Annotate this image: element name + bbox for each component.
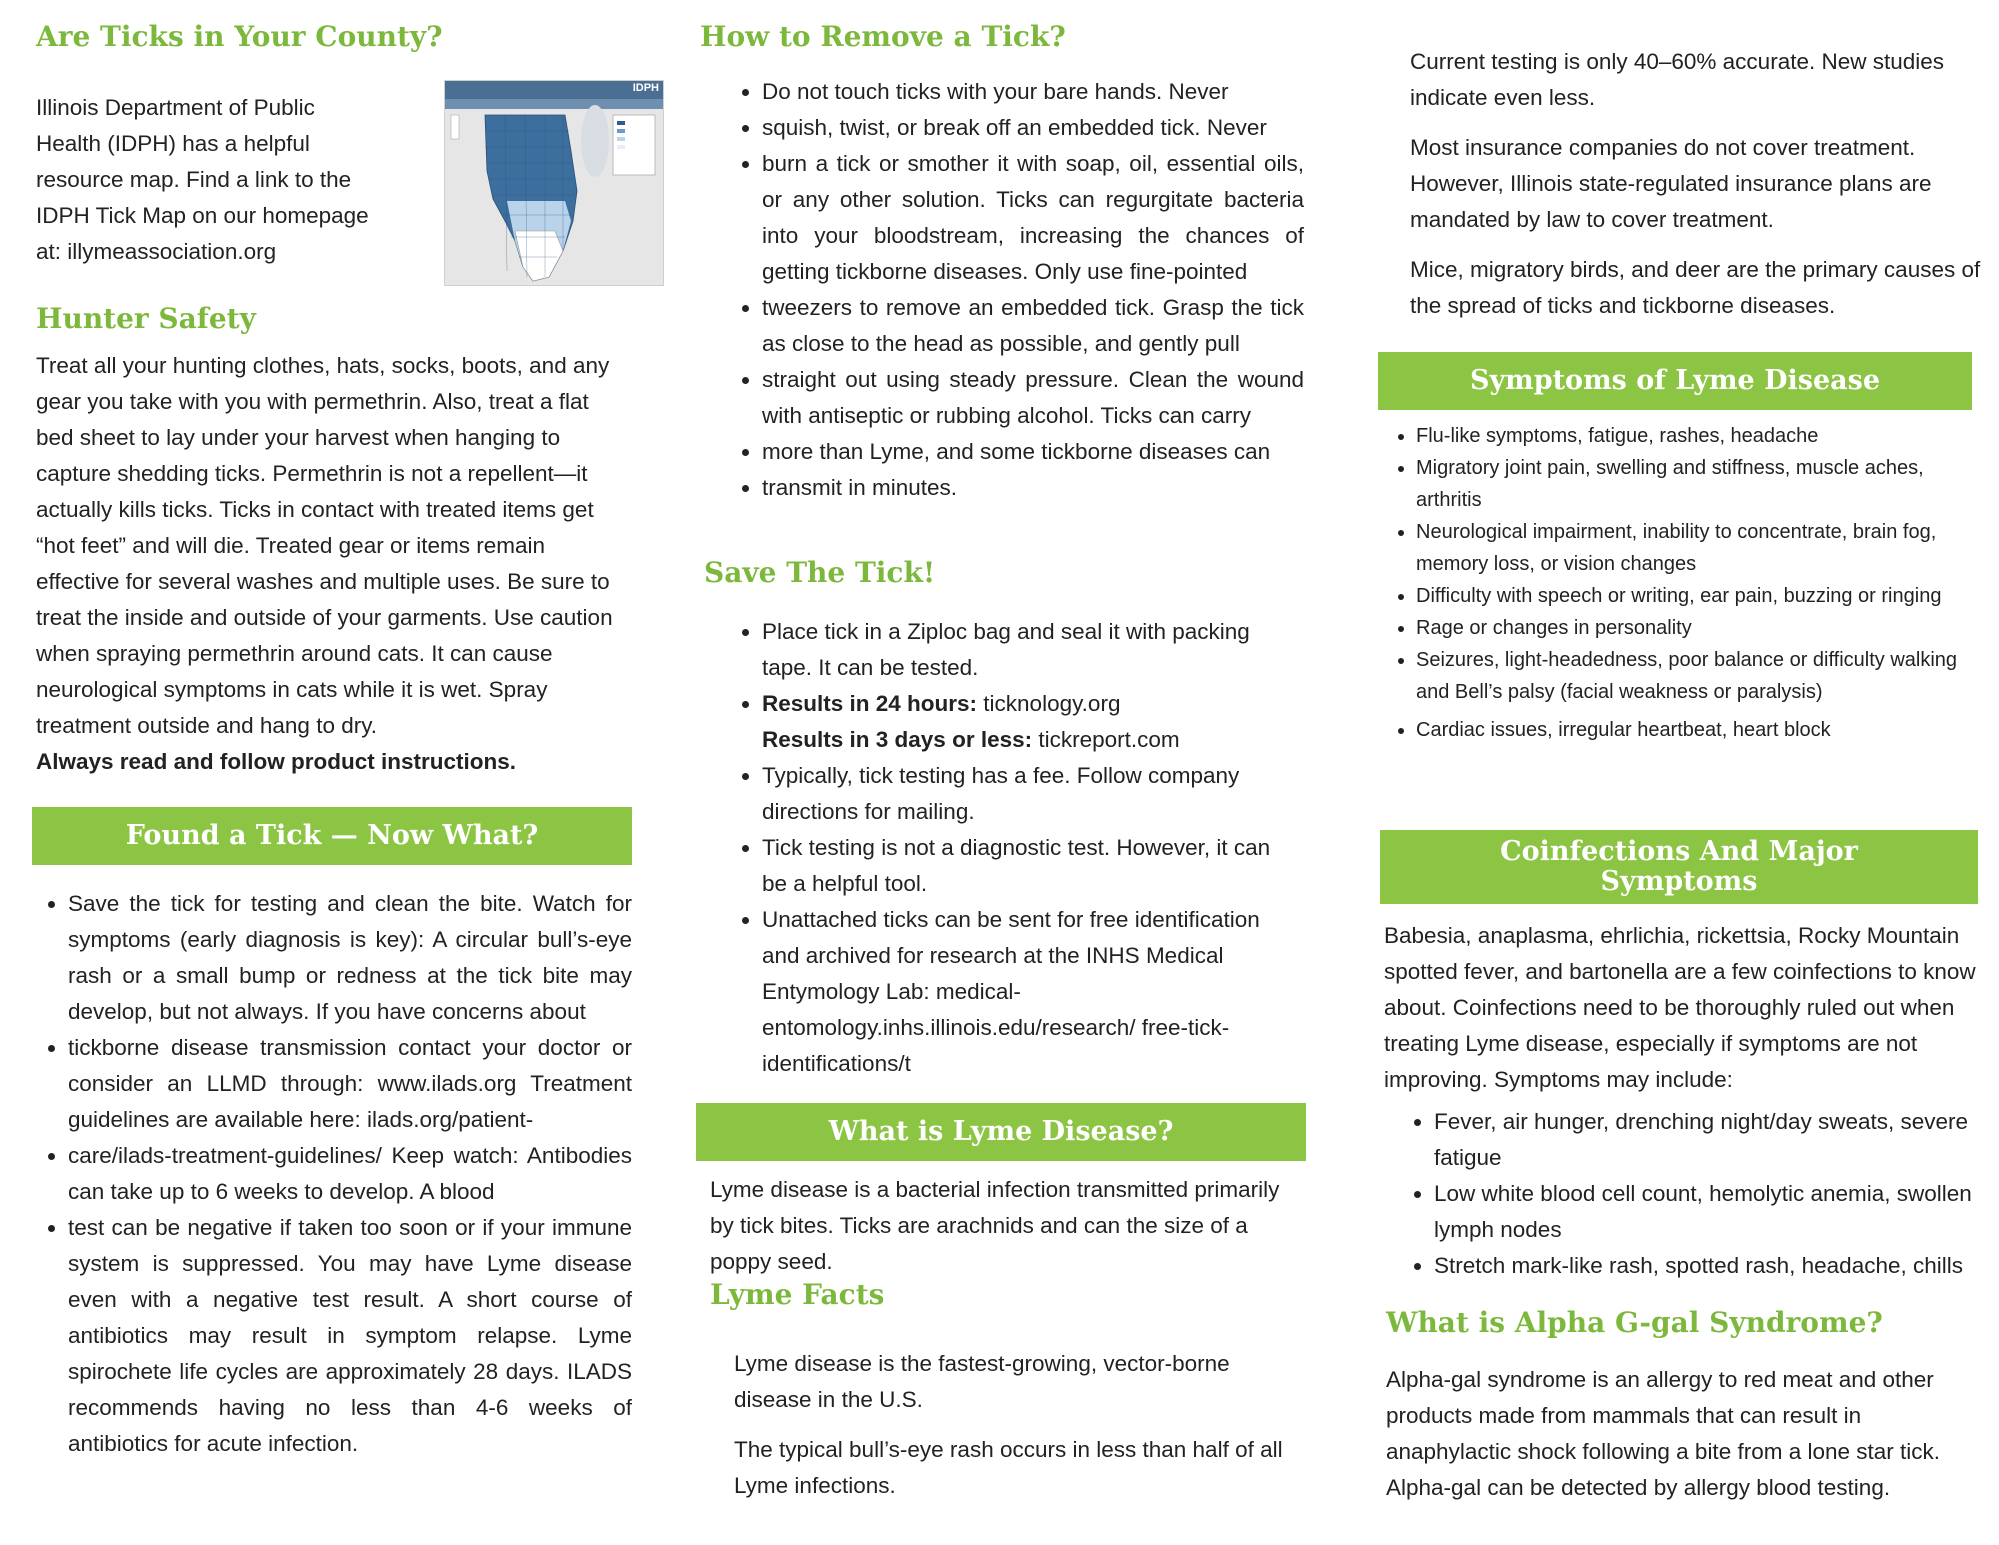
hunter-line: gear you take with you with permethrin. Also, treat a flat [36,389,589,414]
alpha-gal-title: What is Alpha G-gal Syndrome? [1386,1306,1883,1339]
list-item: • Rage or changes in personality [1416,612,1978,644]
lyme-facts-text [734,1346,1294,1504]
found-tick-list-wrap [32,886,632,1462]
hunter-line: capture shedding ticks. Permethrin is not a repellent—it [36,461,588,486]
list-item: • Unattached ticks can be sent for free identification and archived for research at the INHS Medical Entymology Lab: medical-entomology.inhs.illinois.edu/research/ free-tick-identifications/t [762,902,1296,1082]
list-item: • Typically, tick testing has a fee. Follow company directions for mailing. [762,758,1296,830]
county-line: at: illymeassociation.org [36,239,277,264]
remove-title: How to Remove a Tick? [700,20,1066,53]
lyme-facts-title: Lyme Facts [710,1278,885,1311]
column-2 [696,0,1306,1545]
list-item: • Neurological impairment, inability to concentrate, brain fog, memory loss, or vision changes [1416,516,1978,580]
hunter-line: treatment outside and hang to dry. [36,713,378,738]
found-tick-header: Found a Tick — Now What? [32,807,632,865]
hunter-line: “hot feet” and will die. Treated gear or items remain [36,533,545,558]
list-item: • tweezers to remove an embedded tick. Grasp the tick as close to the head as possible, and gently pull [762,290,1304,362]
list-item: • Fever, air hunger, drenching night/day sweats, severe fatigue [1434,1104,1982,1176]
illinois-map-icon [445,81,663,285]
idph-tick-map-image [444,80,664,286]
alpha-gal-text [1386,1362,1982,1506]
hunter-title: Hunter Safety [36,302,256,335]
column-1 [32,0,659,1545]
lyme-disease-body: Lyme disease is a bacterial infection transmitted primarily by tick bites. Ticks are arachnids and can the size of a poppy seed. [710,1177,1280,1274]
list-item: • test can be negative if taken too soon or if your immune system is suppressed. You may have Lyme disease even with a negative test result. A short course of antibiotics may result in symptom relapse. Lyme spirochete life cycles are approximately 28 days. ILADS recommends having no less than 4-6 weeks of antibiotics for acute infection. [68,1210,632,1462]
list-item: • Difficulty with speech or writing, ear pain, buzzing or ringing [1416,580,1978,612]
symptoms-header: Symptoms of Lyme Disease [1378,352,1972,410]
symptoms-list [1378,420,1978,746]
list-item: • Do not touch ticks with your bare hands. Never [762,74,1304,110]
alpha-gal-body: Alpha-gal syndrome is an allergy to red meat and other products made from mammals that can result in anaphylactic shock following a bite from a lone star tick. Alpha-gal can be detected by allergy blood testing. [1386,1367,1941,1500]
list-item: • more than Lyme, and some tickborne diseases can [762,434,1304,470]
coinfections-list [1384,1104,1982,1284]
list-item: • Place tick in a Ziploc bag and seal it with packing tape. It can be tested. [762,614,1296,686]
save-list-wrap [696,614,1296,1082]
county-line: resource map. Find a link to the [36,167,352,192]
lyme-disease-text [710,1172,1306,1280]
insurance-info: Most insurance companies do not cover treatment. However, Illinois state-regulated insurance plans are mandated by law to cover treatment. [1410,135,1932,232]
hunter-line: treat the inside and outside of your garments. Use caution [36,605,613,630]
list-item: • care/ilads-treatment-guidelines/ Keep watch: Antibodies can take up to 6 weeks to develop. A blood [68,1138,632,1210]
symptoms-list-wrap [1378,420,1978,746]
coinfections-title-line2: Symptoms [1600,866,1758,897]
hunter-line: effective for several washes and multiple uses. Be sure to [36,569,610,594]
county-title: Are Ticks in Your County? [36,20,443,53]
coinfections-text [1384,918,1982,1284]
hunter-instructions: Always read and follow product instructions. [36,749,517,774]
list-item: • Migratory joint pain, swelling and stiffness, muscle aches, arthritis [1416,452,1978,516]
hunter-line: when spraying permethrin around cats. It can cause [36,641,553,666]
idph-logo: IDPH [632,82,659,94]
remove-list [696,74,1304,506]
lyme-fact-2: The typical bull’s-eye rash occurs in less than half of all Lyme infections. [734,1437,1283,1498]
coinfections-header [1380,830,1978,904]
list-item: • Cardiac issues, irregular heartbeat, heart block [1416,714,1978,746]
list-item: • Seizures, light-headedness, poor balance or difficulty walking and Bell’s palsy (facial weakness or paralysis) [1416,644,1978,708]
county-line: Health (IDPH) has a helpful [36,131,310,156]
hunter-line: Treat all your hunting clothes, hats, socks, boots, and any [36,353,610,378]
found-tick-list [32,886,632,1462]
spread-causes: Mice, migratory birds, and deer are the primary causes of the spread of ticks and tickborne diseases. [1410,257,1981,318]
list-item: • tickborne disease transmission contact your doctor or consider an LLMD through: www.ilads.org Treatment guidelines are available here: ilads.org/patient- [68,1030,632,1138]
results-24-label: Results in 24 hours: [762,691,978,716]
results-3-label: Results in 3 days or less: [762,727,1033,752]
remove-list-wrap [696,74,1304,506]
lyme-fact-1: Lyme disease is the fastest-growing, vector-borne disease in the U.S. [734,1351,1230,1412]
hunter-line: actually kills ticks. Ticks in contact with treated items get [36,497,594,522]
results-3-value: tickreport.com [1032,727,1180,752]
save-tick-title: Save The Tick! [704,556,936,589]
list-item: • Tick testing is not a diagnostic test. However, it can be a helpful tool. [762,830,1296,902]
hunter-text [36,348,646,780]
list-item [762,686,1296,758]
list-item: • Flu-like symptoms, fatigue, rashes, headache [1416,420,1978,452]
coinfections-body: Babesia, anaplasma, ehrlichia, rickettsia, Rocky Mountain spotted fever, and bartonella are a few coinfections to know about. Coinfections need to be thoroughly ruled out when treating Lyme disease, especially if symptoms are not improving. Symptoms may include: [1384,923,1976,1092]
list-item: • burn a tick or smother it with soap, oil, essential oils, or any other solution. Ticks can regurgitate bacteria into your bloodstream, increasing the chances of getting tickborne diseases. Only use fine-pointed [762,146,1304,290]
county-text [36,90,416,270]
testing-info [1410,44,1982,324]
save-list [696,614,1296,1082]
list-item: • Low white blood cell count, hemolytic anemia, swollen lymph nodes [1434,1176,1982,1248]
list-item: • Save the tick for testing and clean the bite. Watch for symptoms (early diagnosis is key): A circular bull’s-eye rash or a small bump or redness at the tick bite may develop, but not always. If you have concerns about [68,886,632,1030]
column-3 [1378,0,1981,1545]
results-24-value: ticknology.org [977,691,1121,716]
coinfections-title-line1: Coinfections And Major [1500,836,1858,868]
hunter-line: bed sheet to lay under your harvest when hanging to [36,425,561,450]
list-item: • squish, twist, or break off an embedded tick. Never [762,110,1304,146]
list-item: • straight out using steady pressure. Clean the wound with antiseptic or rubbing alcohol. Ticks can carry [762,362,1304,434]
county-line: Illinois Department of Public [36,95,315,120]
lyme-disease-header: What is Lyme Disease? [696,1103,1306,1161]
list-item: • Stretch mark-like rash, spotted rash, headache, chills [1434,1248,1982,1284]
testing-accuracy: Current testing is only 40–60% accurate. New studies indicate even less. [1410,49,1945,110]
hunter-line: neurological symptoms in cats while it is wet. Spray [36,677,548,702]
county-line: IDPH Tick Map on our homepage [36,203,369,228]
list-item: • transmit in minutes. [762,470,1304,506]
